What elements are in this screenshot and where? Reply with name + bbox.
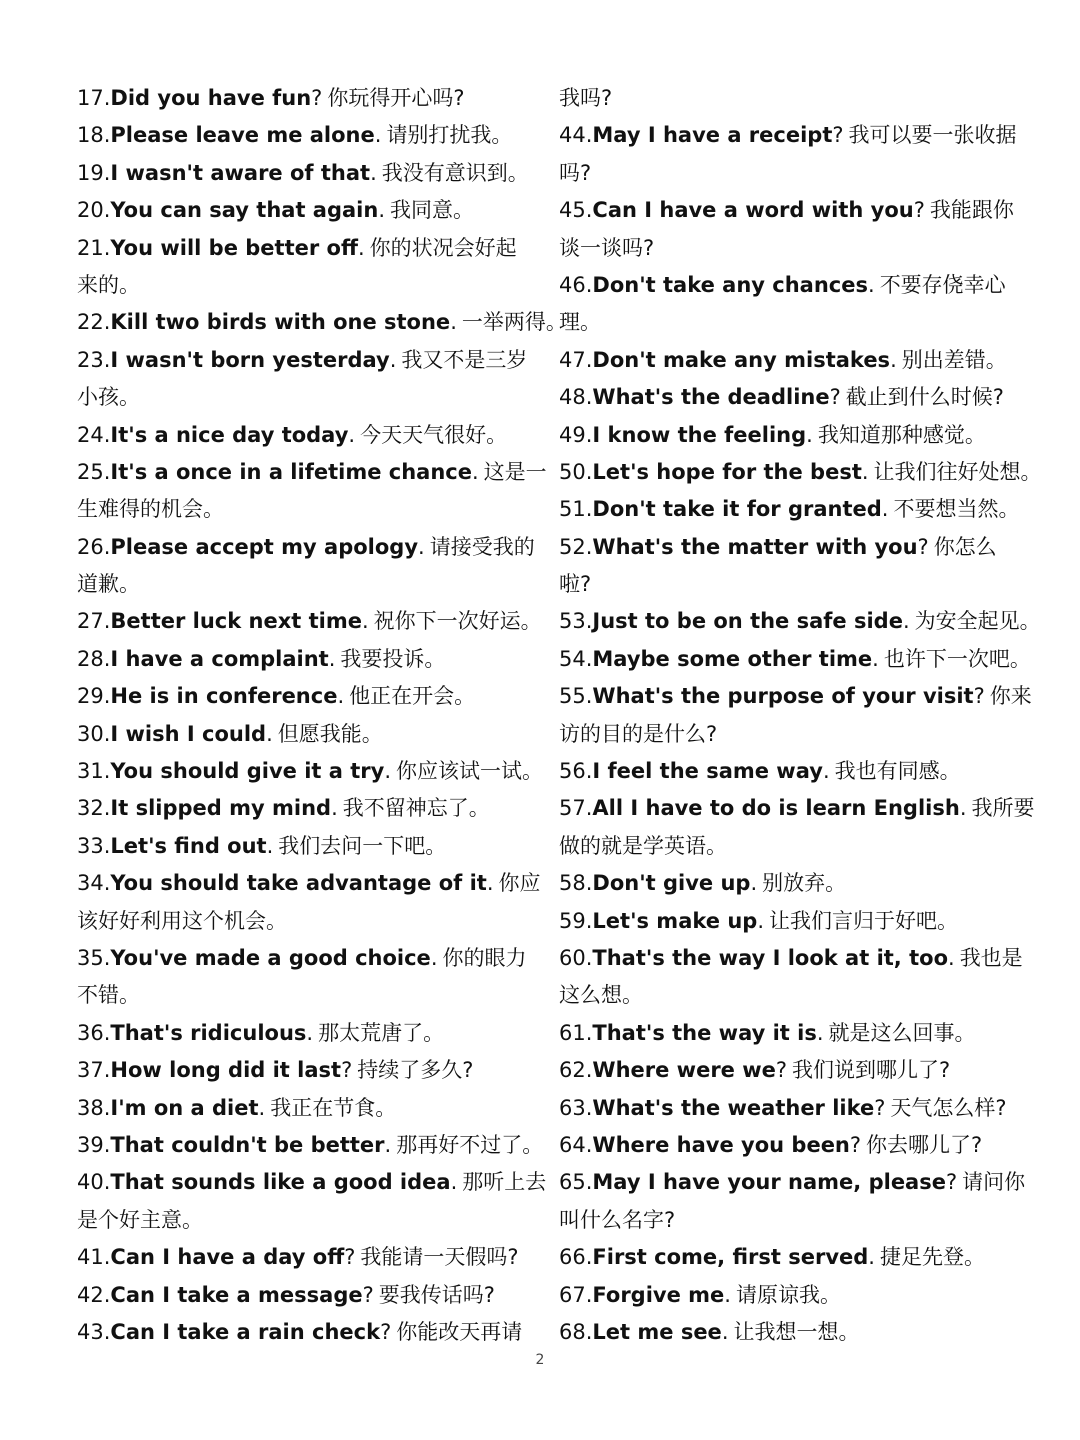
phrase-line: [77, 865, 541, 902]
chinese-translation: 你来: [989, 684, 1032, 709]
phrase-number: 20.: [77, 198, 111, 223]
phrase-punctuation: .: [361, 609, 369, 634]
phrase-number: 23.: [77, 347, 111, 372]
phrase-number: 24.: [77, 422, 111, 447]
chinese-translation: 我不留神忘了。: [342, 796, 490, 821]
phrase-line: [559, 603, 1041, 640]
english-phrase: Can I take a rain check: [110, 1319, 381, 1344]
english-phrase: Forgive me: [592, 1282, 725, 1307]
chinese-translation-continued: 谈一谈吗?: [559, 235, 655, 260]
phrase-line: [77, 417, 527, 454]
chinese-translation: 我正在节食。: [270, 1095, 397, 1120]
chinese-translation: 我也是: [959, 945, 1023, 970]
phrase-punctuation: .: [902, 609, 910, 634]
phrase-punctuation: .: [337, 684, 345, 709]
english-phrase: Please leave me alone: [110, 123, 375, 148]
phrase-punctuation: .: [868, 1245, 875, 1270]
phrase-number: 26.: [77, 534, 111, 559]
phrase-line: [77, 342, 527, 379]
phrase-line: [77, 304, 567, 341]
phrase-punctuation: .: [721, 1319, 729, 1344]
english-phrase: You can say that again: [110, 198, 379, 223]
phrase-number: 62.: [559, 1058, 593, 1083]
phrase-continuation-line: [559, 80, 1014, 117]
chinese-translation: 捷足先登。: [879, 1245, 985, 1270]
phrase-line: [77, 230, 527, 267]
chinese-translation: 那听上去: [462, 1170, 547, 1195]
phrase-number: 28.: [77, 646, 111, 671]
chinese-translation: 你应该试一试。: [396, 759, 544, 784]
right-column: [559, 80, 1042, 1351]
phrase-punctuation: ?: [344, 1245, 356, 1270]
phrase-punctuation: ?: [362, 1282, 374, 1307]
phrase-number: 66.: [559, 1245, 593, 1270]
chinese-translation-continued: 道歉。: [77, 572, 140, 597]
chinese-translation: 我们去问一下吧。: [278, 833, 447, 858]
chinese-translation: 你的状况会好起: [369, 235, 517, 260]
phrase-number: 19.: [77, 160, 111, 185]
phrase-number: 39.: [77, 1132, 111, 1157]
chinese-translation: 我可以要一张收据: [848, 123, 1017, 148]
chinese-translation: 那太荒唐了。: [318, 1020, 445, 1045]
english-phrase: Don't give up: [592, 871, 751, 896]
chinese-translation: 我同意。: [390, 198, 474, 223]
phrase-punctuation: .: [486, 871, 494, 896]
phrase-line: [559, 903, 1014, 940]
phrase-punctuation: .: [389, 347, 397, 372]
chinese-translation-continued: 这么想。: [559, 983, 643, 1008]
phrase-line: [77, 940, 527, 977]
phrase-line: [77, 1314, 527, 1351]
phrase-line: [77, 117, 527, 154]
english-phrase: Don't take it for granted: [592, 497, 882, 522]
chinese-translation: 你能改天再请: [396, 1319, 523, 1344]
chinese-translation: 截止到什么时候?: [845, 385, 1004, 410]
english-phrase: That couldn't be better: [110, 1132, 385, 1157]
english-phrase: Did you have fun: [110, 86, 312, 110]
chinese-translation: 那再好不过了。: [396, 1132, 544, 1157]
phrase-punctuation: .: [378, 198, 385, 223]
chinese-translation: 让我想一想。: [733, 1319, 860, 1344]
chinese-translation-continued: 做的就是学英语。: [559, 833, 727, 858]
phrase-number: 58.: [559, 871, 593, 896]
phrase-number: 30.: [77, 721, 111, 746]
phrase-punctuation: .: [374, 123, 382, 148]
phrase-number: 25.: [77, 459, 111, 484]
phrase-line: [559, 1277, 1014, 1314]
english-phrase: I know the feeling: [592, 422, 807, 447]
phrase-punctuation: ?: [829, 385, 841, 410]
chinese-translation-continued: 是个好主意。: [77, 1207, 203, 1232]
english-phrase: What's the matter with you: [592, 534, 918, 559]
chinese-translation-continued: 不错。: [77, 983, 140, 1008]
phrase-punctuation: ?: [973, 684, 985, 709]
phrase-punctuation: .: [750, 871, 758, 896]
phrase-number: 47.: [559, 347, 593, 372]
phrase-line: [77, 641, 527, 678]
phrase-punctuation: ?: [913, 198, 925, 223]
phrase-number: 52.: [559, 534, 593, 559]
english-phrase: Can I have a word with you: [592, 198, 914, 223]
phrase-punctuation: .: [757, 908, 764, 933]
phrase-line: [77, 603, 542, 640]
chinese-translation: 你怎么: [933, 534, 997, 559]
phrase-number: 50.: [559, 459, 593, 484]
phrase-punctuation: .: [724, 1282, 731, 1307]
phrase-continuation-line: [77, 491, 527, 528]
phrase-number: 41.: [77, 1245, 111, 1270]
phrase-punctuation: .: [806, 422, 813, 447]
english-phrase: I'm on a diet: [110, 1095, 259, 1120]
phrase-continuation-line: [559, 155, 1014, 192]
phrase-punctuation: .: [890, 347, 897, 372]
english-phrase: Can I have a day off: [110, 1245, 345, 1270]
phrase-number: 42.: [77, 1282, 111, 1307]
phrase-continuation-line: [559, 230, 1014, 267]
phrase-punctuation: ?: [849, 1132, 862, 1157]
phrase-punctuation: .: [370, 160, 377, 185]
phrase-punctuation: ?: [832, 123, 844, 148]
phrase-number: 32.: [77, 796, 111, 821]
phrase-line: [559, 192, 1014, 229]
phrase-number: 18.: [77, 123, 111, 148]
chinese-translation: 你玩得开心吗?: [327, 86, 465, 110]
phrase-line: [559, 641, 1031, 678]
english-phrase: Maybe some other time: [592, 646, 873, 671]
english-phrase: You should take advantage of it: [110, 871, 487, 896]
chinese-translation: 请问你: [962, 1170, 1026, 1195]
phrase-number: 40.: [77, 1170, 111, 1195]
phrase-punctuation: .: [450, 1170, 458, 1195]
phrase-continuation-line: [77, 267, 527, 304]
phrase-number: 43.: [77, 1319, 111, 1344]
phrase-number: 34.: [77, 871, 111, 896]
phrase-continuation-line: [559, 566, 1014, 603]
phrase-punctuation: .: [948, 945, 955, 970]
phrase-punctuation: ?: [341, 1058, 353, 1083]
english-phrase: What's the deadline: [592, 385, 830, 410]
phrase-line: [559, 1015, 1014, 1052]
phrase-line: [77, 1052, 527, 1089]
english-phrase: Where have you been: [592, 1132, 850, 1157]
chinese-translation: 他正在开会。: [349, 684, 476, 709]
english-phrase: That sounds like a good idea: [110, 1170, 451, 1195]
phrase-line: [559, 940, 1023, 977]
phrase-punctuation: .: [384, 759, 392, 784]
phrase-continuation-line: [77, 566, 527, 603]
phrase-line: [77, 790, 527, 827]
chinese-translation: 但愿我能。: [277, 721, 383, 746]
chinese-translation: 你的眼力: [442, 945, 527, 970]
phrase-punctuation: ?: [874, 1095, 886, 1120]
phrase-line: [559, 342, 1014, 379]
phrase-number: 29.: [77, 684, 111, 709]
phrase-continuation-line: [559, 304, 1014, 341]
phrase-punctuation: .: [881, 497, 889, 522]
english-phrase: Let's find out: [110, 833, 267, 858]
chinese-translation: 我也有同感。: [834, 759, 961, 784]
phrase-number: 33.: [77, 833, 111, 858]
phrase-number: 48.: [559, 385, 593, 410]
english-phrase: That's ridiculous: [110, 1020, 307, 1045]
phrase-line: [77, 828, 527, 865]
english-phrase: First come, first served: [592, 1245, 869, 1270]
phrase-continuation-line: [77, 1202, 527, 1239]
phrase-line: [559, 753, 1014, 790]
english-phrase: May I have a receipt: [592, 123, 833, 148]
phrase-number: 67.: [559, 1282, 593, 1307]
chinese-translation: 别出差错。: [901, 347, 1007, 372]
phrase-line: [559, 417, 1014, 454]
phrase-line: [77, 529, 535, 566]
phrase-punctuation: .: [872, 646, 879, 671]
phrase-number: 37.: [77, 1058, 111, 1083]
english-phrase: Just to be on the safe side: [592, 609, 903, 634]
phrase-line: [77, 753, 544, 790]
chinese-translation-continued: 生难得的机会。: [77, 497, 224, 522]
phrase-continuation-line: [77, 977, 527, 1014]
chinese-translation: 我又不是三岁: [401, 347, 528, 372]
phrase-punctuation: ?: [945, 1170, 958, 1195]
phrase-punctuation: .: [266, 833, 274, 858]
english-phrase: Let's hope for the best: [592, 459, 862, 484]
phrase-number: 65.: [559, 1170, 593, 1195]
chinese-translation-continued: 小孩。: [77, 385, 140, 410]
chinese-translation: 我们说到哪儿了?: [792, 1058, 951, 1083]
chinese-translation: 天气怎么样?: [890, 1095, 1007, 1120]
chinese-translation: 今天天气很好。: [360, 422, 508, 447]
english-phrase: I have a complaint: [110, 646, 329, 671]
english-phrase: I wish I could: [110, 721, 267, 746]
left-column: [77, 80, 567, 1351]
phrase-line: [77, 192, 527, 229]
phrase-continuation-line: [559, 716, 1014, 753]
english-phrase: It slipped my mind: [110, 796, 332, 821]
english-phrase: Better luck next time: [110, 609, 362, 634]
phrase-number: 60.: [559, 945, 593, 970]
chinese-translation-continued: 啦?: [559, 572, 592, 597]
phrase-punctuation: .: [306, 1020, 314, 1045]
english-phrase: He is in conference: [110, 684, 338, 709]
chinese-translation: 别放弃。: [762, 871, 847, 896]
english-phrase: May I have your name, please: [592, 1170, 946, 1195]
phrase-punctuation: .: [357, 235, 365, 260]
phrase-punctuation: .: [384, 1132, 392, 1157]
phrase-number: 53.: [559, 609, 593, 634]
english-phrase: It's a once in a lifetime chance: [110, 459, 472, 484]
phrase-number: 56.: [559, 759, 593, 784]
chinese-translation: 就是这么回事。: [828, 1020, 976, 1045]
phrase-punctuation: .: [258, 1095, 266, 1120]
phrase-punctuation: .: [418, 534, 425, 559]
phrase-line: [77, 80, 527, 117]
english-phrase: Let me see: [592, 1319, 722, 1344]
chinese-translation: 你应: [498, 871, 541, 896]
phrase-punctuation: .: [816, 1020, 824, 1045]
english-phrase: Don't take any chances: [592, 272, 868, 297]
phrase-number: 22.: [77, 310, 111, 335]
phrase-line: [559, 1239, 1014, 1276]
english-phrase: I wasn't aware of that: [110, 160, 371, 185]
phrase-number: 57.: [559, 796, 593, 821]
phrase-number: 51.: [559, 497, 593, 522]
english-phrase: That's the way it is: [592, 1020, 817, 1045]
chinese-translation: 持续了多久?: [357, 1058, 474, 1083]
phrase-line: [77, 716, 527, 753]
page-number: 2: [535, 1352, 545, 1368]
phrase-number: 35.: [77, 945, 111, 970]
phrase-punctuation: .: [450, 310, 457, 335]
chinese-translation: 我能请一天假吗?: [360, 1245, 519, 1270]
phrase-line: [77, 678, 527, 715]
chinese-translation-continued: 理。: [559, 310, 601, 335]
phrase-number: 17.: [77, 86, 111, 110]
english-phrase: It's a nice day today: [110, 422, 349, 447]
chinese-translation: 我要投诉。: [340, 646, 446, 671]
phrase-line: [559, 1164, 1026, 1201]
chinese-translation: 请原谅我。: [735, 1282, 841, 1307]
chinese-translation: 为安全起见。: [914, 609, 1041, 634]
chinese-translation: 祝你下一次好运。: [373, 609, 542, 634]
phrase-line: [559, 1314, 1014, 1351]
phrase-punctuation: .: [430, 945, 438, 970]
phrase-punctuation: ?: [775, 1058, 788, 1083]
phrase-punctuation: .: [328, 646, 336, 671]
phrase-punctuation: .: [861, 459, 869, 484]
phrase-punctuation: .: [331, 796, 338, 821]
phrase-punctuation: .: [959, 796, 967, 821]
chinese-translation: 请接受我的: [429, 534, 535, 559]
phrase-line: [559, 454, 1042, 491]
english-phrase: What's the purpose of your visit: [592, 684, 974, 709]
phrase-number: 63.: [559, 1095, 593, 1120]
phrase-number: 55.: [559, 684, 593, 709]
phrase-line: [77, 1127, 544, 1164]
chinese-translation: 你去哪儿了?: [866, 1132, 983, 1157]
english-phrase: You've made a good choice: [110, 945, 431, 970]
phrase-punctuation: .: [868, 272, 875, 297]
phrase-line: [559, 1127, 1014, 1164]
chinese-translation-continued: 我吗?: [559, 86, 613, 110]
phrase-number: 49.: [559, 422, 593, 447]
phrase-number: 61.: [559, 1020, 593, 1045]
phrase-number: 38.: [77, 1095, 111, 1120]
phrase-number: 45.: [559, 198, 593, 223]
english-phrase: I wasn't born yesterday: [110, 347, 390, 372]
phrase-line: [77, 1239, 527, 1276]
phrase-continuation-line: [559, 1202, 1014, 1239]
phrase-number: 46.: [559, 272, 593, 297]
chinese-translation: 让我们往好处想。: [873, 459, 1042, 484]
phrase-line: [559, 1090, 1014, 1127]
english-phrase: You should give it a try: [110, 759, 385, 784]
english-phrase: I feel the same way: [592, 759, 823, 784]
phrase-line: [559, 117, 1017, 154]
chinese-translation: 一举两得。: [461, 310, 567, 335]
chinese-translation: 让我们言归于好吧。: [769, 908, 958, 933]
phrase-line: [559, 267, 1014, 304]
english-phrase: Please accept my apology: [110, 534, 419, 559]
phrase-number: 36.: [77, 1020, 111, 1045]
chinese-translation: 我没有意识到。: [381, 160, 529, 185]
english-phrase: How long did it last: [110, 1058, 342, 1083]
phrase-number: 54.: [559, 646, 593, 671]
phrase-punctuation: ?: [380, 1319, 392, 1344]
phrase-line: [77, 1277, 527, 1314]
phrase-number: 64.: [559, 1132, 593, 1157]
phrase-line: [559, 491, 1020, 528]
chinese-translation: 不要想当然。: [893, 497, 1020, 522]
chinese-translation: 不要存侥幸心: [879, 272, 1006, 297]
phrase-line: [77, 1090, 527, 1127]
chinese-translation: 这是一: [483, 459, 547, 484]
chinese-translation: 我能跟你: [929, 198, 1014, 223]
english-phrase: What's the weather like: [592, 1095, 875, 1120]
chinese-translation-continued: 该好好利用这个机会。: [77, 908, 287, 933]
chinese-translation: 请别打扰我。: [386, 123, 513, 148]
phrase-continuation-line: [559, 977, 1014, 1014]
phrase-line: [559, 529, 1014, 566]
english-phrase: Where were we: [592, 1058, 776, 1083]
chinese-translation: 我所要: [971, 796, 1035, 821]
chinese-translation-continued: 访的目的是什么?: [559, 721, 718, 746]
english-phrase: All I have to do is learn English: [592, 796, 960, 821]
phrase-continuation-line: [77, 379, 527, 416]
chinese-translation-continued: 叫什么名字?: [559, 1207, 676, 1232]
phrase-punctuation: .: [471, 459, 479, 484]
english-phrase: Don't make any mistakes: [592, 347, 891, 372]
phrase-line: [77, 1015, 527, 1052]
chinese-translation-continued: 吗?: [559, 160, 592, 185]
english-phrase: You will be better off: [110, 235, 358, 260]
phrase-number: 68.: [559, 1319, 593, 1344]
phrase-continuation-line: [77, 903, 527, 940]
phrase-punctuation: .: [266, 721, 273, 746]
phrase-line: [559, 790, 1035, 827]
phrase-continuation-line: [559, 828, 1014, 865]
chinese-translation: 要我传话吗?: [378, 1282, 495, 1307]
phrase-punctuation: .: [822, 759, 830, 784]
phrase-line: [77, 1164, 547, 1201]
english-phrase: Can I take a message: [110, 1282, 363, 1307]
chinese-translation: 也许下一次吧。: [883, 646, 1031, 671]
phrase-number: 21.: [77, 235, 111, 260]
chinese-translation-continued: 来的。: [77, 272, 140, 297]
phrase-number: 31.: [77, 759, 111, 784]
phrase-line: [559, 865, 1014, 902]
phrase-punctuation: .: [348, 422, 356, 447]
phrase-number: 27.: [77, 609, 111, 634]
phrase-line: [559, 1052, 1014, 1089]
phrase-punctuation: ?: [917, 534, 929, 559]
english-phrase: That's the way I look at it, too: [592, 945, 948, 970]
phrase-line: [559, 379, 1014, 416]
english-phrase: Let's make up: [592, 908, 758, 933]
english-phrase: Kill two birds with one stone: [110, 310, 451, 335]
phrase-punctuation: ?: [311, 86, 323, 110]
phrase-line: [77, 155, 527, 192]
phrase-line: [559, 678, 1032, 715]
phrase-number: 59.: [559, 908, 593, 933]
phrase-number: 44.: [559, 123, 593, 148]
chinese-translation: 我知道那种感觉。: [817, 422, 986, 447]
phrase-line: [77, 454, 547, 491]
